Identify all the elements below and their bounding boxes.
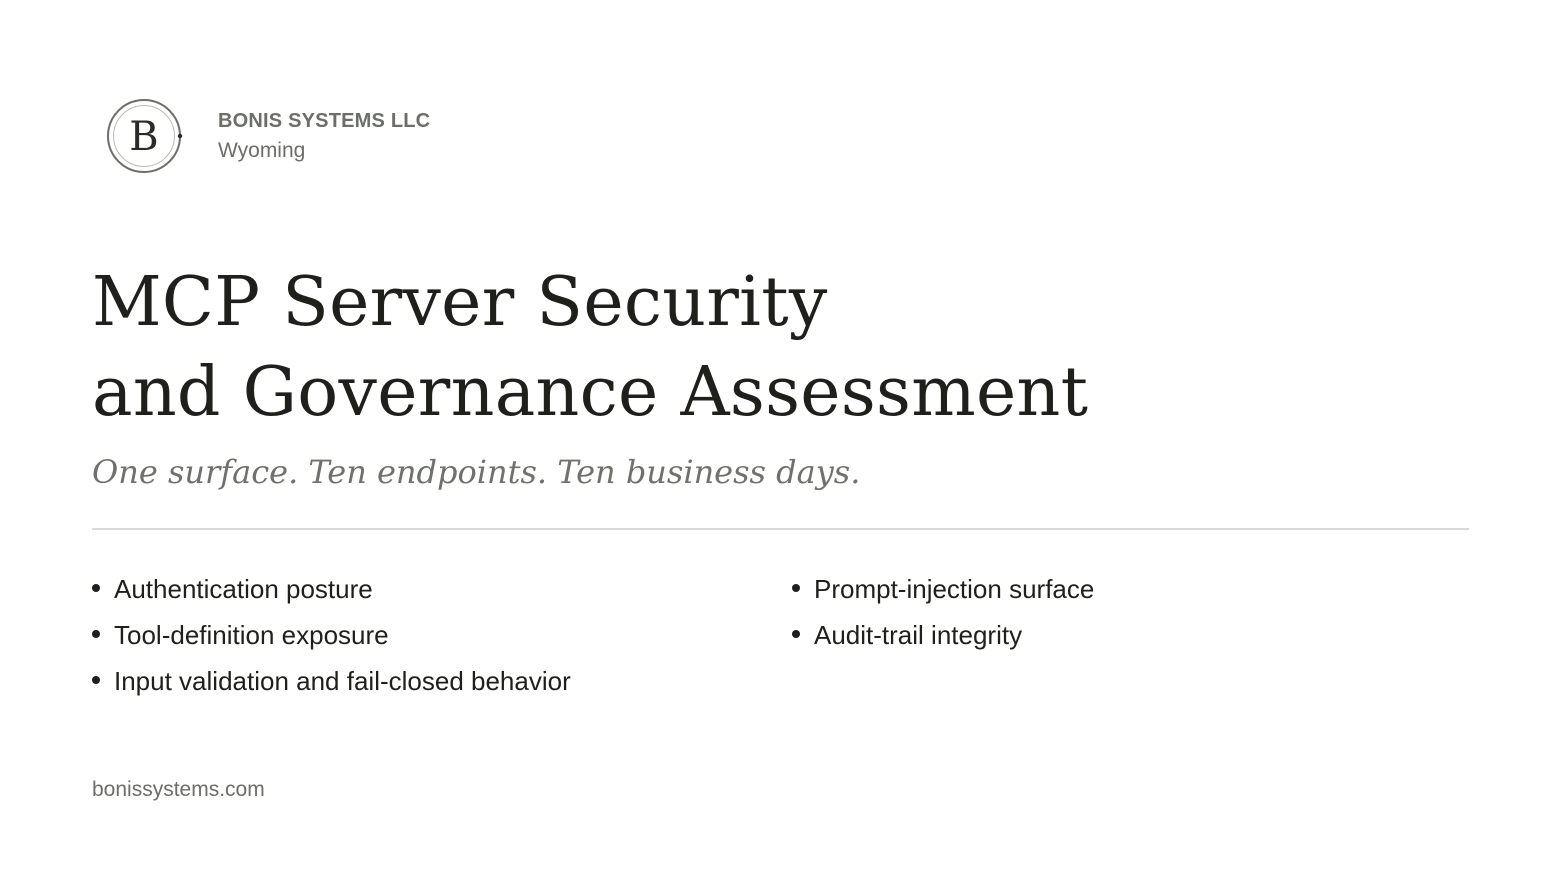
bullet-icon (792, 584, 800, 592)
title-line-1: MCP Server Security (92, 263, 828, 342)
list-item (92, 612, 571, 658)
company-name: BONIS SYSTEMS LLC (218, 110, 431, 132)
assessment-list-left (92, 566, 571, 704)
company-logo (106, 98, 184, 176)
section-divider (92, 528, 1469, 530)
list-item-label: Input validation and fail-closed behavior (114, 666, 571, 696)
list-item-label: Authentication posture (114, 574, 373, 604)
company-location: Wyoming (218, 139, 306, 162)
bullet-icon (92, 630, 100, 638)
assessment-list-right (792, 566, 1094, 658)
list-item (92, 658, 571, 704)
list-item-label: Audit-trail integrity (814, 620, 1023, 650)
bullet-icon (92, 676, 100, 684)
company-info (218, 110, 430, 163)
list-item (92, 566, 571, 612)
footer-website: bonissystems.com (92, 778, 265, 801)
title-line-2: and Governance Assessment (92, 353, 1089, 432)
list-item (792, 566, 1094, 612)
logo-seal-icon (106, 98, 184, 176)
bullet-icon (92, 584, 100, 592)
logo-letter: B (129, 114, 159, 160)
bullet-icon (792, 630, 800, 638)
list-item-label: Tool-definition exposure (114, 620, 389, 650)
page-subtitle: One surface. Ten endpoints. Ten business days. (92, 453, 861, 491)
list-item-label: Prompt-injection surface (814, 574, 1095, 604)
list-item (792, 612, 1094, 658)
page-title (92, 258, 1088, 438)
